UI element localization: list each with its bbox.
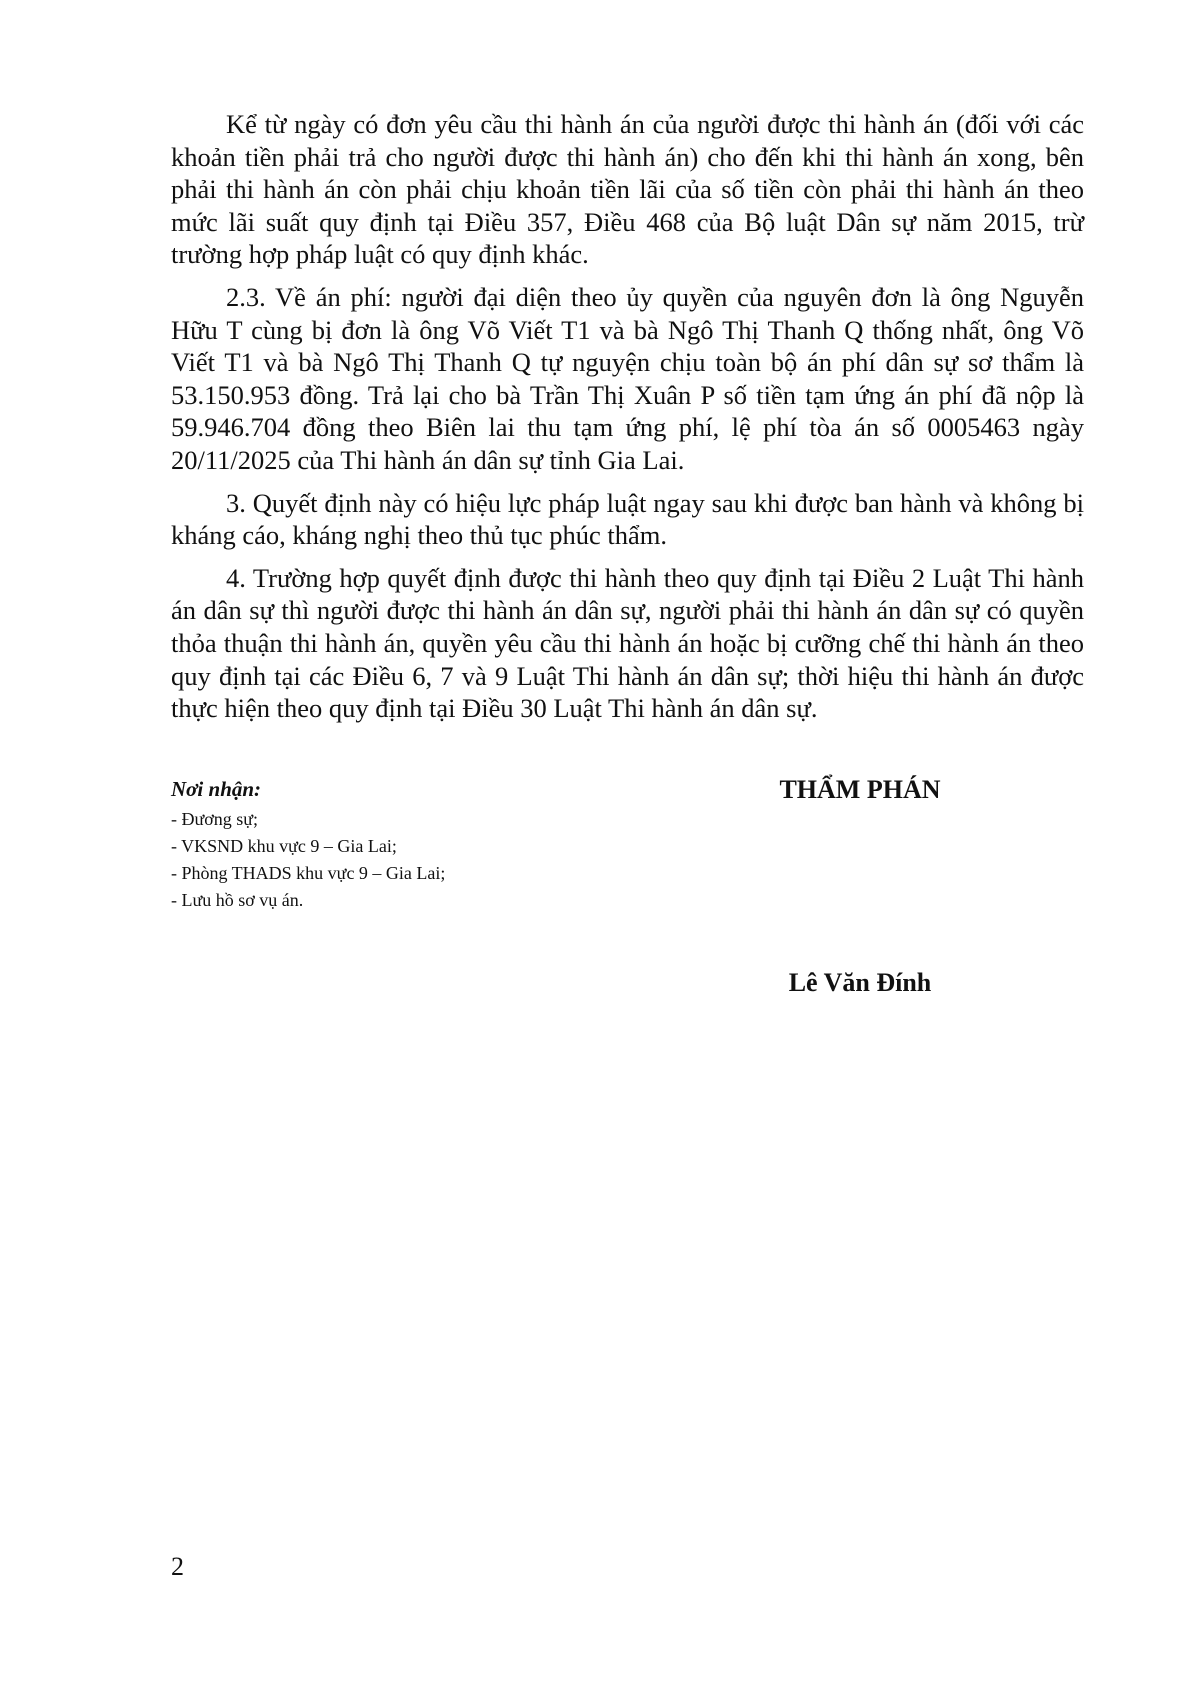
recipients-block (171, 776, 631, 914)
document-body (171, 108, 1084, 735)
recipient-item: - Đương sự; (171, 809, 259, 829)
recipient-item: - VKSND khu vực 9 – Gia Lai; (171, 836, 397, 856)
recipient-item: - Lưu hồ sơ vụ án. (171, 890, 304, 910)
recipients-list (171, 806, 631, 914)
page-number: 2 (171, 1552, 184, 1581)
paragraph-interest-clause: Kể từ ngày có đơn yêu cầu thi hành án của người được thi hành án (đối với các khoản tiền phải trả cho người được thi hành án) cho đến khi thi hành án xong, bên phải thi hành án còn phải chịu khoản tiền lãi của số tiền còn phải thi hành án theo mức lãi suất quy định tại Điều 357, Điều 468 của Bộ luật Dân sự năm 2015, trừ trường hợp pháp luật có quy định khác. (171, 109, 1084, 270)
recipients-title: Nơi nhận: (171, 777, 262, 801)
paragraph-enforcement: 4. Trường hợp quyết định được thi hành theo quy định tại Điều 2 Luật Thi hành án dân sự thì người được thi hành án dân sự, người phải thi hành án dân sự có quyền thỏa thuận thi hành án, quyền yêu cầu thi hành án hoặc bị cưỡng chế thi hành án theo quy định tại các Điều 6, 7 và 9 Luật Thi hành án dân sự; thời hiệu thi hành án được thực hiện theo quy định tại Điều 30 Luật Thi hành án dân sự. (171, 562, 1084, 724)
paragraph-court-fee: 2.3. Về án phí: người đại diện theo ủy quyền của nguyên đơn là ông Nguyễn Hữu T cùng bị đơn là ông Võ Viết T1 và bà Ngô Thị Thanh Q thống nhất, ông Võ Viết T1 và bà Ngô Thị Thanh Q tự nguyện chịu toàn bộ án phí dân sự sơ thẩm là 53.150.953 đồng. Trả lại cho bà Trần Thị Xuân P số tiền tạm ứng án phí đã nộp là 59.946.704 đồng theo Biên lai thu tạm ứng phí, lệ phí tòa án số 0005463 ngày 20/11/2025 của Thi hành án dân sự tỉnh Gia Lai. (171, 281, 1084, 475)
signer-name: Lê Văn Đính (788, 968, 932, 997)
paragraph-effectiveness: 3. Quyết định này có hiệu lực pháp luật ngay sau khi được ban hành và không bị kháng cáo, kháng nghị theo thủ tục phúc thẩm. (171, 487, 1084, 551)
recipient-item: - Phòng THADS khu vực 9 – Gia Lai; (171, 863, 446, 883)
signature-title: THẨM PHÁN (779, 775, 941, 804)
